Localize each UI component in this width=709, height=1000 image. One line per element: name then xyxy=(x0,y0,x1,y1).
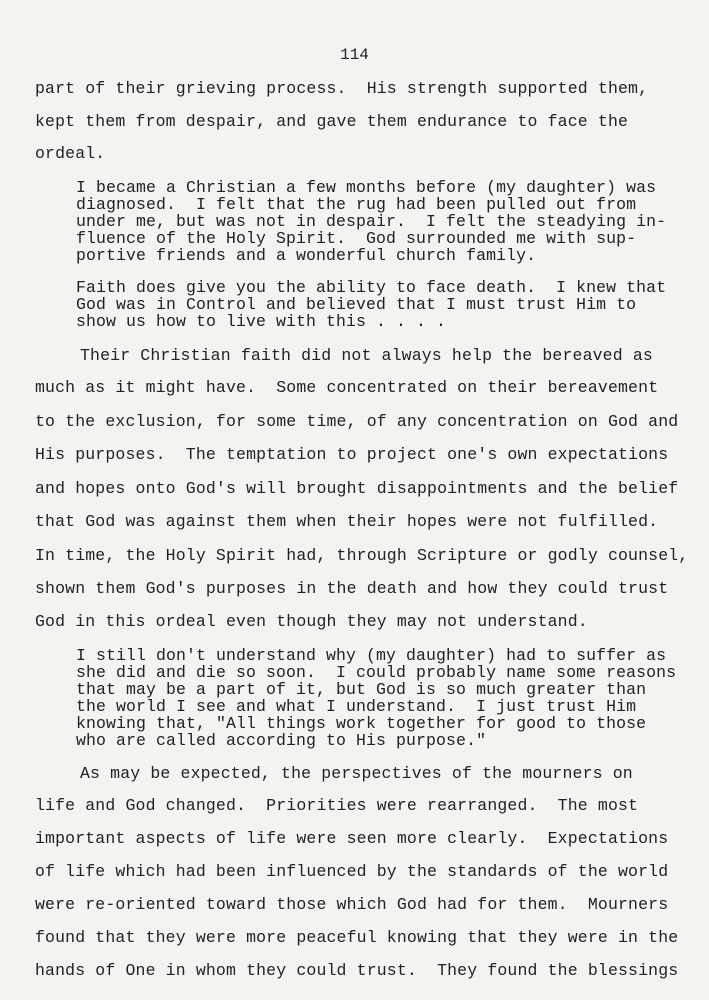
block-quote-line: diagnosed. I felt that the rug had been pulled out from xyxy=(76,195,637,214)
block-quote-line: who are called according to His purpose." xyxy=(76,731,487,750)
block-quote-line: I still don't understand why (my daughter) had to suffer as xyxy=(76,646,667,665)
body-text-line: that God was against them when their hopes were not fulfilled. xyxy=(35,512,659,531)
body-text-line: hands of One in whom they could trust. They found the blessings xyxy=(35,961,679,980)
body-text-line: of life which had been influenced by the standards of the world xyxy=(35,862,669,881)
block-quote-line: she did and die so soon. I could probably name some reasons xyxy=(76,663,677,682)
body-text-line: important aspects of life were seen more clearly. Expectations xyxy=(35,829,669,848)
block-quote-line: I became a Christian a few months before (my daughter) was xyxy=(76,178,657,197)
body-text-line: to the exclusion, for some time, of any concentration on God and xyxy=(35,412,679,431)
body-text-line: life and God changed. Priorities were rearranged. The most xyxy=(35,796,639,815)
block-quote-line: knowing that, "All things work together for good to those xyxy=(76,714,647,733)
body-text-line: In time, the Holy Spirit had, through Scripture or godly counsel, xyxy=(35,546,689,565)
body-text-line: Their Christian faith did not always help the bereaved as xyxy=(80,346,653,365)
body-text-line: and hopes onto God's will brought disappointments and the belief xyxy=(35,479,679,498)
body-text-line: ordeal. xyxy=(35,144,106,163)
body-text-line: shown them God's purposes in the death and how they could trust xyxy=(35,579,669,598)
page-number: 114 xyxy=(340,46,369,64)
block-quote-line: that may be a part of it, but God is so much greater than xyxy=(76,680,647,699)
block-quote-line: portive friends and a wonderful church family. xyxy=(76,246,537,265)
body-text-line: found that they were more peaceful knowing that they were in the xyxy=(35,928,679,947)
body-text-line: much as it might have. Some concentrated on their bereavement xyxy=(35,378,659,397)
block-quote-line: the world I see and what I understand. I just trust Him xyxy=(76,697,637,716)
block-quote-line: Faith does give you the ability to face death. I knew that xyxy=(76,278,667,297)
body-text-line: As may be expected, the perspectives of the mourners on xyxy=(80,764,633,783)
block-quote-line: God was in Control and believed that I must trust Him to xyxy=(76,295,637,314)
block-quote-line: show us how to live with this . . . . xyxy=(76,312,447,331)
body-text-line: were re-oriented toward those which God had for them. Mourners xyxy=(35,895,669,914)
block-quote-line: under me, but was not in despair. I felt the steadying in- xyxy=(76,212,667,231)
body-text-line: part of their grieving process. His strength supported them, xyxy=(35,79,649,98)
block-quote-line: fluence of the Holy Spirit. God surrounded me with sup- xyxy=(76,229,637,248)
body-text-line: kept them from despair, and gave them endurance to face the xyxy=(35,112,629,131)
body-text-line: His purposes. The temptation to project one's own expectations xyxy=(35,445,669,464)
body-text-line: God in this ordeal even though they may not understand. xyxy=(35,612,588,631)
